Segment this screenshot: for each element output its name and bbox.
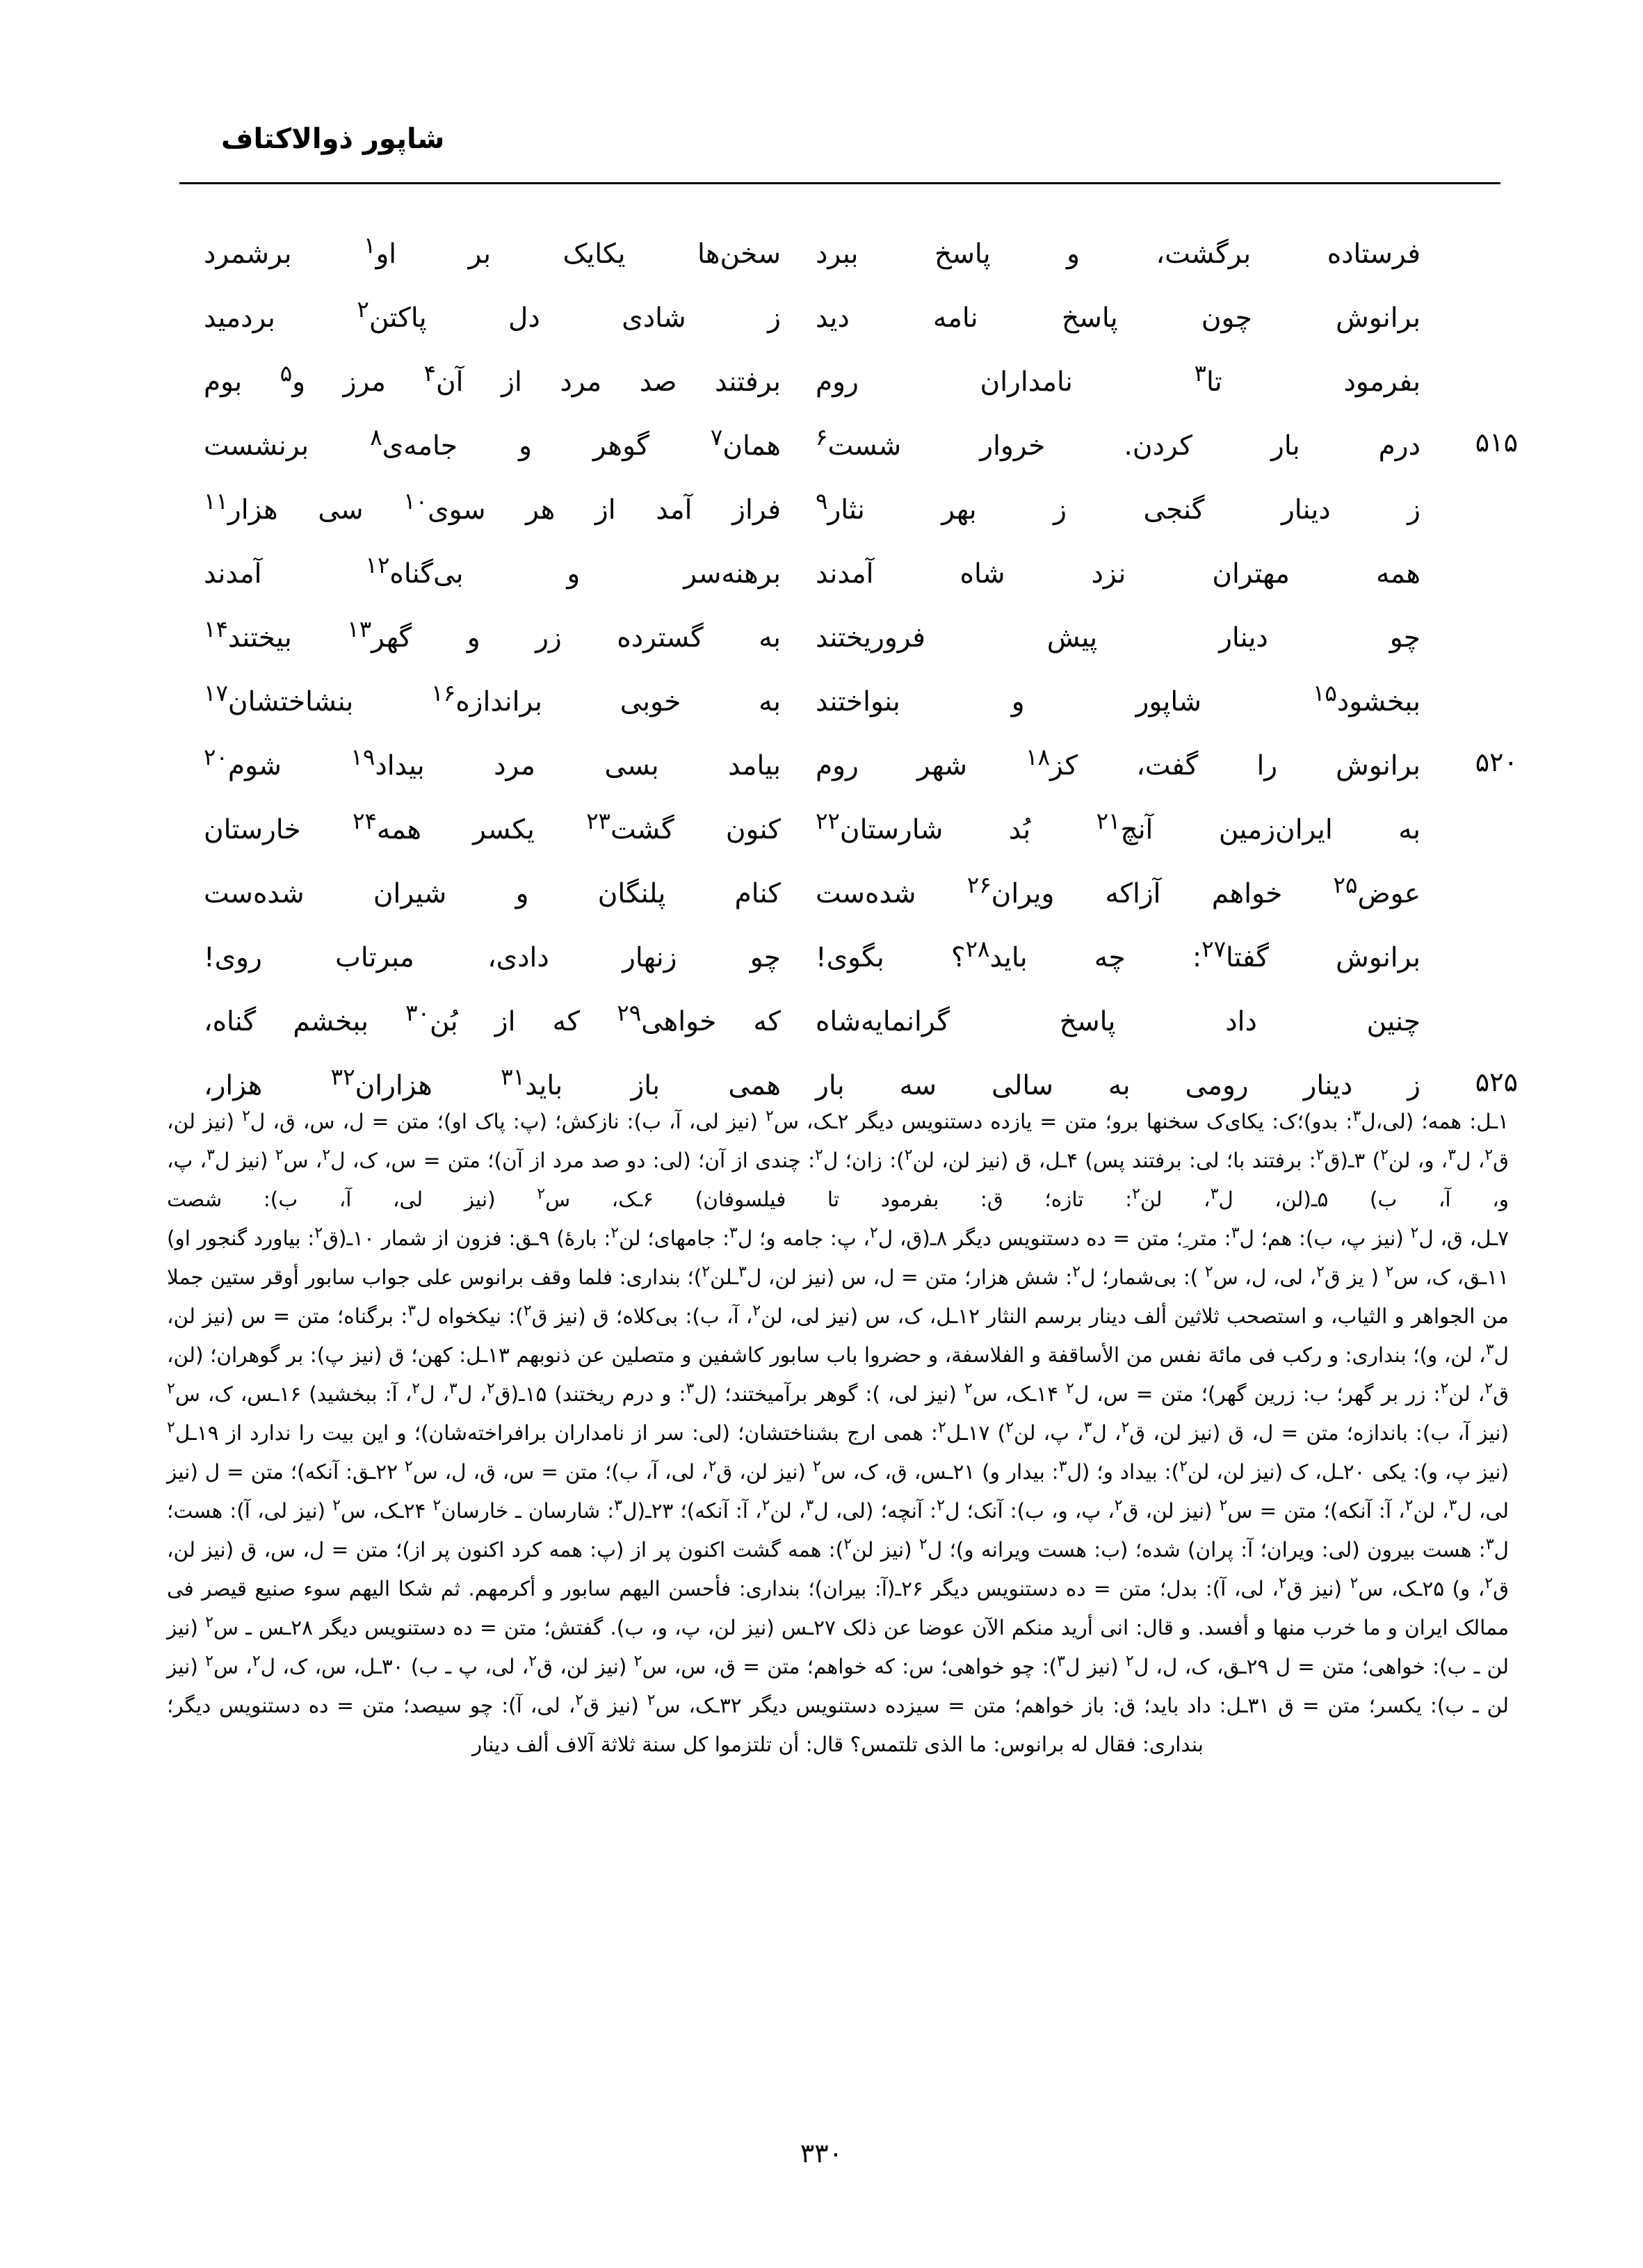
apparatus-note-block: ۷ـل، ق، ل$^۲$ (نیز پ، ب): هم؛ ل$^۳$: متر ِ؛ متن = ده دستنویس دیگر ۸ـ(ق، ل$^۲$، پ: جامه و؛ ل$^۳$: جامهای؛ لن$^۲$: بارۀ) ۹ـق: فزون از شمار ۱۰ـ(ق$^۲$: بیاورد گنجور او) ۱۱ـق، ک، س$^۲$ ( یز ق$^۲$، لی، ل، س$^۲$ ): بی‌شمار؛ ل$^۲$: شش هزار؛ متن = ل، س (نیز لن، ل$^۳$ـلن$^۲$)؛ بنداری: فلما وقف برانوس علی جواب سابور أوقر ستین جملا من الجواهر و الثیاب، و استصحب ثلاثین ألف دینار برسم النثار ۱۲ـل، ک، س (نیز لی، لن$^۲$، آ، ب): بی‌کلاه؛ ق (نیز ق$^۲$): نیکخواه ل$^۳$: برگناه؛ متن = س (نیز لن، ل$^۳$، لن، و)؛ بنداری: و رکب فی مائة نفس من الأساقفة و الفلاسفة، و حضروا باب سابور کاشفین و متصلین عن ذنوبهم ۱۳ـل: کهن؛ ق (نیز پ): بر گوهران؛ (لن، ق$^۲$، لن$^۲$: زر بر گهر؛ ب: زرین گهر)؛ متن = س، ل$^۲$ ۱۴ـک، س$^۲$ (نیز لی، ): گوهر برآمیختند؛ (ل$^۳$: و درم ریختند) ۱۵ـ(ق$^۲$، ل$^۳$، ل$^۲$، آ: ببخشید) ۱۶ـس، ک، س$^۲$ (نیز آ، ب): باندازه؛ متن = ل، ق (نیز لن، ق$^۲$، ل$^۳$، پ، لن$^۲$) ۱۷ـل$^۲$: همی ارج بشناختشان؛ (لی: سر از نامداران برافراخته‌شان)؛ و این بیت را ندارد از ۱۹ـل$^۲$ (نیز پ، و): یکی ۲۰ـل، ک (نیز لن، لن$^۲$): بیداد و؛ (ل$^۳$: بیدار و) ۲۱ـس، ق، ک، س$^۲$ (نیز لن، ق$^۲$، لی، آ، ب)؛ متن = س، ق، ل، س$^۲$ ۲۲ـق: آنکه)؛ متن = ل (نیز لی، ل$^۳$، لن$^۲$، آ: آنکه)؛ متن = س$^۲$ (نیز لن، ق$^۲$، پ، و، ب): آنک؛ ل$^۲$: آنچه؛ (لی، ل$^۳$، لن$^۲$، آ: آنکه)؛ ۲۳ـ(ل$^۳$: شارسان ـ خارسان$^۲$ ۲۴ـک، س$^۲$ (نیز لی، آ): هست؛ ل$^۳$: هست بیرون (لی: ویران؛ آ: پران) شده؛ (ب: هست ویرانه و)؛ ل$^۲$ (نیز لن$^۲$): همه گشت اکنون پر از (پ: همه کرد اکنون پر از)؛ متن = ل، س، ق (نیز لن، ق$^۲$، و) ۲۵ـک، س$^۲$ (نیز ق$^۲$، لی، آ): بدل؛ متن = ده دستنویس دیگر ۲۶ـ(آ: بیران)؛ بنداری: فأحسن الیهم سابور و أکرمهم. ثم شکا الیهم سوء صنیع قیصر فی ممالک ایران و ما خرب منها و أفسد. و قال: انی أرید منکم الآن عوضا عن ذلک ۲۷ـس (نیز لن، پ، و، ب). گفتش؛ متن = ده دستنویس دیگر ۲۸ـس ـ س$^۲$ (نیز لن ـ ب): خواهی؛ متن = ل ۲۹ـق، ک، ل، ل$^۲$ (نیز ل$^۳$): چو خواهی؛ س: که خواهم؛ متن = ق، س، س$^۲$ (نیز لن، ق$^۲$، لی، پ ـ ب) ۳۰ـل، س، ک، ل$^۲$، س$^۲$ (نیز لن ـ ب): یکسر؛ متن = ق ۳۱ـل: داد باید؛ ق: باز خواهم؛ متن = سیزده دستنویس دیگر ۳۲ـک، س$^۲$ (نیز ق$^۲$، لی، آ): چو سیصد؛ متن = ده دستنویس دیگر؛ بنداری: فقال له برانوس: ما الذی تلتمس؟ قال: أن تلتزموا کل سنة ثلاثة آلاف ألف دینار — [167, 1224, 1510, 1756]
header-rule — [179, 182, 1500, 184]
hemistich-left: که خواهی$^{۲۹}$ که از بُن$^{۳۰}$ ببخشم گناه، — [204, 1000, 781, 1037]
hemistich-right: چو دینار پیش فروریختند — [816, 622, 1421, 654]
hemistich-right: به ایران‌زمین آنچ$^{۲۱}$ بُد شارستان$^{۲۲}$ — [816, 808, 1421, 845]
running-head-title: شاپور ذوالاکتاف — [221, 123, 445, 155]
hemistich-left: ز شادی دل پاکتن$^۲$ بردمید — [204, 296, 781, 334]
hemistich-right: ببخشود$^{۱۵}$ شاپور و بنواختند — [816, 680, 1421, 718]
verse-couplet — [162, 297, 1511, 361]
hemistich-right: فرستاده برگشت، و پاسخ ببرد — [816, 238, 1421, 270]
hemistich-right: ز دینار گنجی ز بهر نثار$^۹$ — [816, 488, 1421, 526]
verse-couplet — [162, 617, 1511, 681]
verse-number: ۵۲۰ — [1475, 747, 1518, 777]
verse-couplet — [162, 233, 1511, 297]
critical-apparatus — [167, 1102, 1509, 1764]
verse-couplet — [162, 937, 1511, 1001]
hemistich-left: به گسترده زر و گهر$^{۱۳}$ بیختند$^{۱۴}$ — [204, 616, 781, 654]
hemistich-left: برفتند صد مرد از آن$^۴$ مرز و$^۵$ بوم — [204, 360, 782, 398]
hemistich-right: ز دینار رومی به سالی سه بار — [816, 1070, 1421, 1101]
verse-couplet — [162, 744, 1518, 809]
verse-couplet — [162, 553, 1511, 617]
hemistich-left: همان$^۷$ گوهر و جامه‌ی$^۸$ برنشست — [204, 424, 781, 462]
verse-couplet — [162, 1001, 1511, 1064]
hemistich-left: کنون گشت$^{۲۳}$ یکسر همه$^{۲۴}$ خارستان — [204, 808, 781, 845]
verse-number: ۵۲۵ — [1475, 1067, 1518, 1097]
verse-couplet — [162, 489, 1511, 553]
folio-number: ۳۳۰ — [800, 2138, 843, 2169]
hemistich-right: بفرمود تا$^۳$ نامداران روم — [816, 360, 1421, 398]
verse-number: ۵۱۵ — [1475, 427, 1518, 457]
verse-block — [162, 232, 1518, 1128]
hemistich-left: بیامد بسی مرد بیداد$^{۱۹}$ شوم$^{۲۰}$ — [204, 744, 781, 781]
verse-couplet — [162, 424, 1518, 489]
verse-couplet — [162, 361, 1511, 425]
apparatus-note-block: ۱ـل: همه؛ (لی،ل$^۳$: بدو)؛ک: یکای‌ک سخنها برو؛ متن = یازده دستنویس دیگر ۲ـک، س$^۲$ (نیز لی، آ، ب): نازکش؛ (پ: پاک او)؛ متن = ل، س، ق، ل$^۲$ (نیز لن، ق$^۲$، ل$^۳$، و، لن$^۲$) ۳ـ(ق$^۲$: برفتند با؛ لی: برفتند پس) ۴ـل، ق (نیز لن، لن$^۲$): زان؛ ل$^۲$: چندی از آن؛ (لی: دو صد مرد از آن)؛ متن = س، ک، ل$^۲$، س$^۲$ (نیز ل$^۳$، پ، و، آ، ب) ۵ـ(لن، ل$^۳$، لن$^۲$: تازه؛ ق: بفرمود تا فیلسوفان) ۶ـک، س$^۲$ (نیز لی، آ، ب): شصت — [167, 1108, 1509, 1211]
hemistich-right: برانوش چون پاسخ نامه دید — [816, 302, 1421, 334]
hemistich-left: چو زنهار دادی، مبرتاب روی! — [204, 942, 781, 973]
verse-couplet — [162, 809, 1511, 873]
hemistich-right: عوض$^{۲۵}$ خواهم آزاکه ویران$^{۲۶}$ شده‌ست — [816, 872, 1421, 909]
hemistich-right: همه مهتران نزد شاه آمدند — [816, 558, 1421, 590]
hemistich-right: درم بار کردن. خروار شست$^۶$ — [816, 424, 1421, 462]
verse-couplet — [162, 873, 1511, 937]
hemistich-left: برهنه‌سر و بی‌گناه$^{۱۲}$ آمدند — [204, 552, 782, 590]
hemistich-left: کنام پلنگان و شیران شده‌ست — [204, 878, 781, 909]
running-head-container — [179, 124, 1504, 154]
hemistich-right: برانوش را گفت، کز$^{۱۸}$ شهر روم — [816, 744, 1421, 781]
hemistich-left: سخن‌ها یکایک بر او$^۱$ برشمرد — [204, 232, 781, 270]
verse-couplet — [162, 681, 1511, 745]
hemistich-right: برانوش گفتا$^{۲۷}$: چه باید$^{۲۸}$؟ بگوی! — [816, 936, 1421, 973]
hemistich-left: فراز آمد از هر سوی$^{۱۰}$ سی هزار$^{۱۱}$ — [204, 488, 781, 526]
hemistich-left: همی باز باید$^{۳۱}$ هزاران$^{۳۲}$ هزار، — [204, 1064, 781, 1101]
hemistich-right: چنین داد پاسخ گرانمایه‌شاه — [816, 1006, 1421, 1037]
hemistich-left: به خوبی براندازه$^{۱۶}$ بنشاختشان$^{۱۷}$ — [204, 680, 781, 718]
